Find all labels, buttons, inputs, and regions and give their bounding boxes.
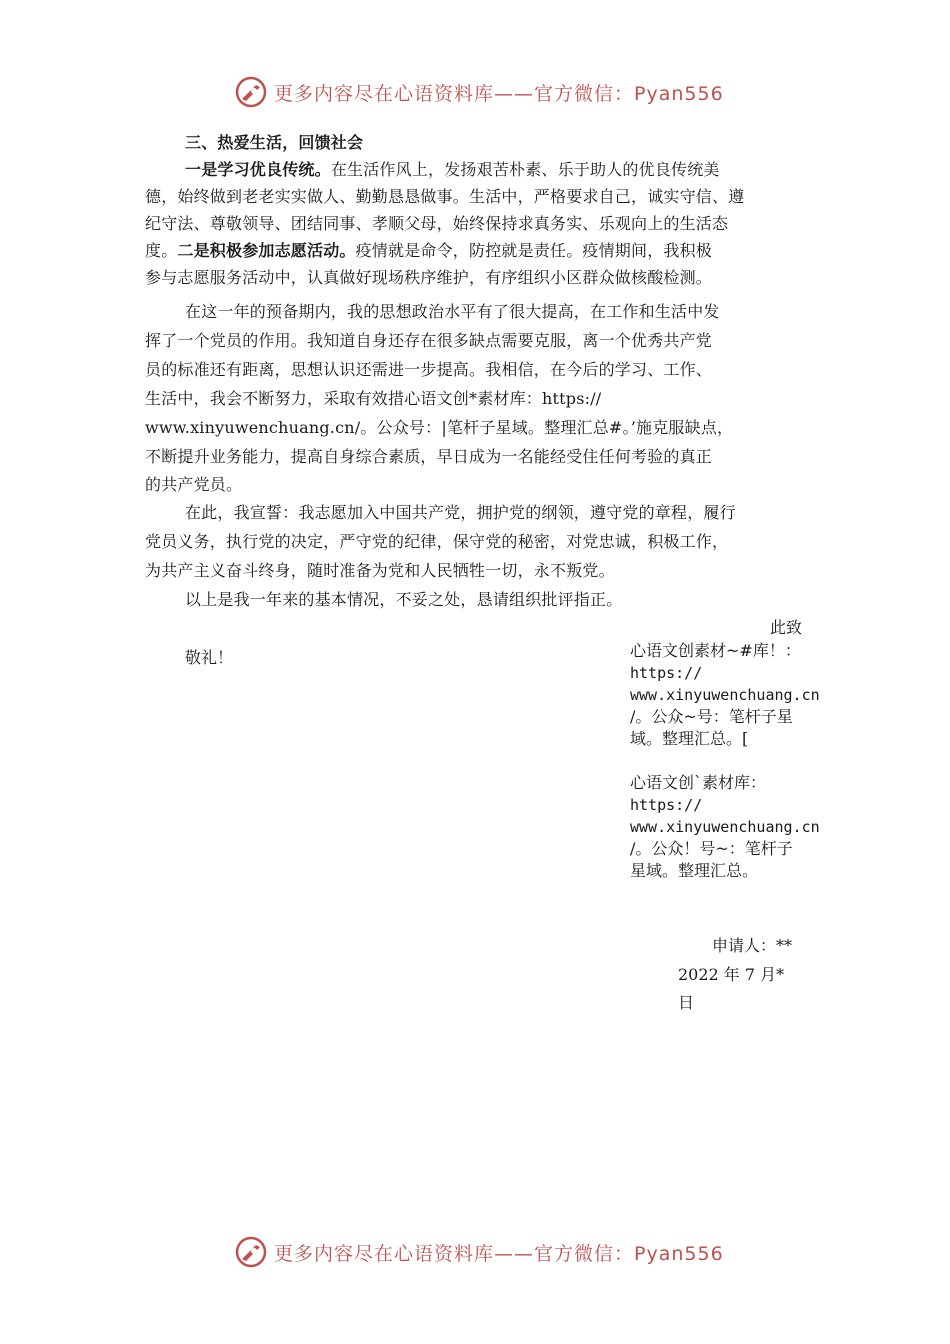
paragraph-1-line-5: 参与志愿服务活动中，认真做好现场秩序维护，有序组织小区群众做核酸检测。	[145, 268, 713, 287]
watermark-line: https://	[630, 664, 703, 682]
paragraph-1-line-4	[145, 240, 712, 262]
header-banner	[234, 72, 754, 112]
watermark-line: 心语文创`素材库：	[630, 773, 767, 792]
watermark-line: 心语文创素材~#库！：	[630, 641, 801, 660]
section-heading: 三、热爱生活，回馈社会	[185, 133, 364, 152]
watermark-line: /。公众！号~：笔杆子	[630, 839, 793, 858]
pen-logo-icon	[234, 1235, 268, 1269]
banner-text: 更多内容尽在心语资料库——官方微信：Pyan556	[274, 1242, 724, 1265]
paragraph-1-text: 疫情就是命令，防控就是责任。疫情期间，我积极	[355, 241, 713, 260]
applicant-signature: 申请人：**	[712, 936, 793, 955]
watermark-spacer	[630, 750, 840, 772]
paragraph-1-line-1	[185, 159, 720, 181]
paragraph-3-line-1: 在此，我宣誓：我志愿加入中国共产党，拥护党的纲领，遵守党的章程，履行	[185, 503, 736, 522]
closing-jingli: 敬礼！	[185, 648, 234, 667]
pen-logo-icon	[234, 75, 268, 109]
paragraph-2-line-6: 不断提升业务能力，提高自身综合素质，早日成为一名能经受住任何考验的真正	[145, 447, 713, 466]
paragraph-1-line-2: 德，始终做到老老实实做人、勤勤恳恳做事。生活中，严格要求自己，诚实守信、遵	[145, 187, 745, 206]
paragraph-2-line-3: 员的标准还有距离，思想认识还需进一步提高。我相信，在今后的学习、工作、	[145, 360, 713, 379]
paragraph-4: 以上是我一年来的基本情况，不妥之处，恳请组织批评指正。	[185, 590, 623, 609]
paragraph-1-line-3: 纪守法、尊敬领导、团结同事、孝顺父母，始终保持求真务实、乐观向上的生活态	[145, 214, 729, 233]
watermark-line: www.xinyuwenchuang.cn	[630, 686, 820, 704]
paragraph-3-line-3: 为共产主义奋斗终身，随时准备为党和人民牺牲一切，永不叛党。	[145, 561, 615, 580]
lead-volunteer: 二是积极参加志愿活动。	[177, 241, 356, 260]
paragraph-2-line-7: 的共产党员。	[145, 475, 243, 494]
paragraph-2-line-2: 挥了一个党员的作用。我知道自身还存在很多缺点需要克服，离一个优秀共产党	[145, 331, 713, 350]
paragraph-2-line-5: www.xinyuwenchuang.cn/。公众号：|笔杆子星域。整理汇总#。’施克服缺点，	[145, 418, 734, 437]
footer-banner	[234, 1232, 754, 1272]
paragraph-3-line-2: 党员义务，执行党的决定，严守党的纪律，保守党的秘密，对党忠诚，积极工作，	[145, 532, 729, 551]
paragraph-1-text: 度。	[145, 241, 178, 260]
watermark-text-block	[630, 640, 840, 882]
paragraph-2-line-1: 在这一年的预备期内，我的思想政治水平有了很大提高，在工作和生活中发	[185, 302, 720, 321]
signature-date: 2022 年 7 月*	[678, 965, 785, 984]
watermark-line: /。公众~号：笔杆子星	[630, 707, 793, 726]
signature-date-day: 日	[678, 993, 695, 1012]
watermark-line: 星域。整理汇总。	[630, 861, 759, 880]
banner-text: 更多内容尽在心语资料库——官方微信：Pyan556	[274, 82, 724, 105]
watermark-line: https://	[630, 796, 703, 814]
lead-traditions: 一是学习优良传统。	[185, 160, 331, 179]
paragraph-1-text: 在生活作风上，发扬艰苦朴素、乐于助人的优良传统美	[330, 160, 720, 179]
closing-cizhi: 此致	[770, 618, 803, 637]
watermark-line: 域。整理汇总。[	[630, 729, 749, 748]
watermark-line: www.xinyuwenchuang.cn	[630, 818, 820, 836]
paragraph-2-line-4: 生活中，我会不断努力，采取有效措心语文创*素材库：https://	[145, 389, 602, 408]
